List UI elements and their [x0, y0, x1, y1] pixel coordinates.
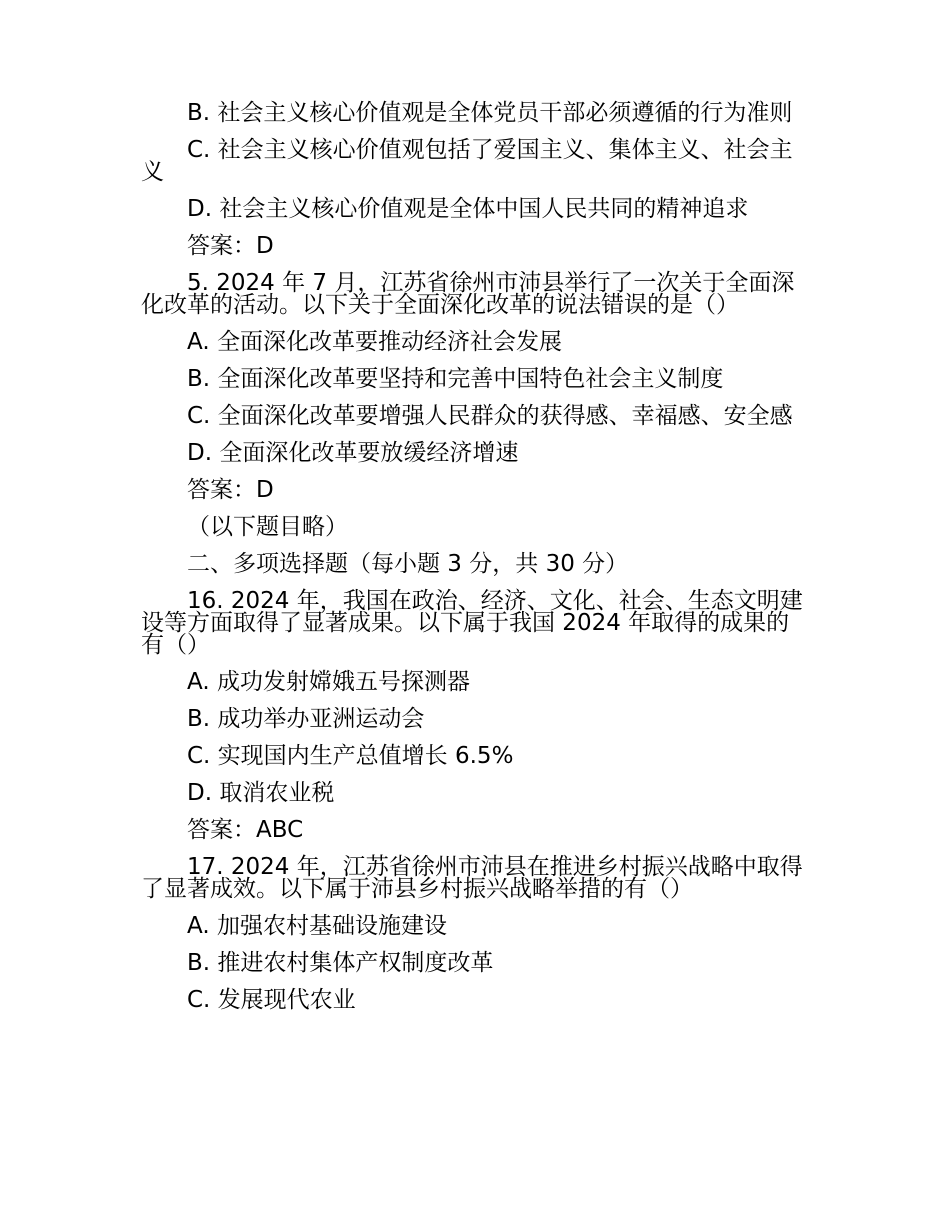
q4-answer: 答案：D [187, 233, 274, 259]
q16-option-b: B. 成功举办亚洲运动会 [187, 706, 425, 732]
q5-option-b: B. 全面深化改革要坚持和完善中国特色社会主义制度 [187, 366, 724, 392]
q17-option-b: B. 推进农村集体产权制度改革 [187, 950, 494, 976]
q4-option-b: B. 社会主义核心价值观是全体党员干部必须遵循的行为准则 [187, 100, 793, 126]
q5-option-c: C. 全面深化改革要增强人民群众的获得感、幸福感、安全感 [187, 403, 793, 429]
document-body [141, 102, 811, 1026]
q16-answer: 答案：ABC [187, 817, 304, 843]
q4-option-d: D. 社会主义核心价值观是全体中国人民共同的精神追求 [187, 196, 749, 222]
omitted-note: （以下题目略） [187, 514, 348, 540]
q16-option-d: D. 取消农业税 [187, 780, 335, 806]
q17-option-c: C. 发展现代农业 [187, 987, 356, 1013]
q16-question: 16. 2024 年，我国在政治、经济、文化、社会、生态文明建设等方面取得了显著成果。以下属于我国 2024 年取得的成果的有（） [141, 588, 803, 658]
q4-option-c: C. 社会主义核心价值观包括了爱国主义、集体主义、社会主义 [141, 137, 793, 185]
q17-question: 17. 2024 年，江苏省徐州市沛县在推进乡村振兴战略中取得了显著成效。以下属于沛县乡村振兴战略举措的有（） [141, 854, 803, 902]
q16-option-a: A. 成功发射嫦娥五号探测器 [187, 669, 470, 695]
section-heading-multiple-choice: 二、多项选择题（每小题 3 分，共 30 分） [187, 551, 629, 577]
q17-option-a: A. 加强农村基础设施建设 [187, 913, 447, 939]
q16-option-c: C. 实现国内生产总值增长 6.5% [187, 743, 514, 769]
q5-answer: 答案：D [187, 477, 274, 503]
q5-option-a: A. 全面深化改革要推动经济社会发展 [187, 329, 562, 355]
q5-question: 5. 2024 年 7 月，江苏省徐州市沛县举行了一次关于全面深化改革的活动。以下关于全面深化改革的说法错误的是（） [141, 270, 795, 318]
q5-option-d: D. 全面深化改革要放缓经济增速 [187, 440, 519, 466]
